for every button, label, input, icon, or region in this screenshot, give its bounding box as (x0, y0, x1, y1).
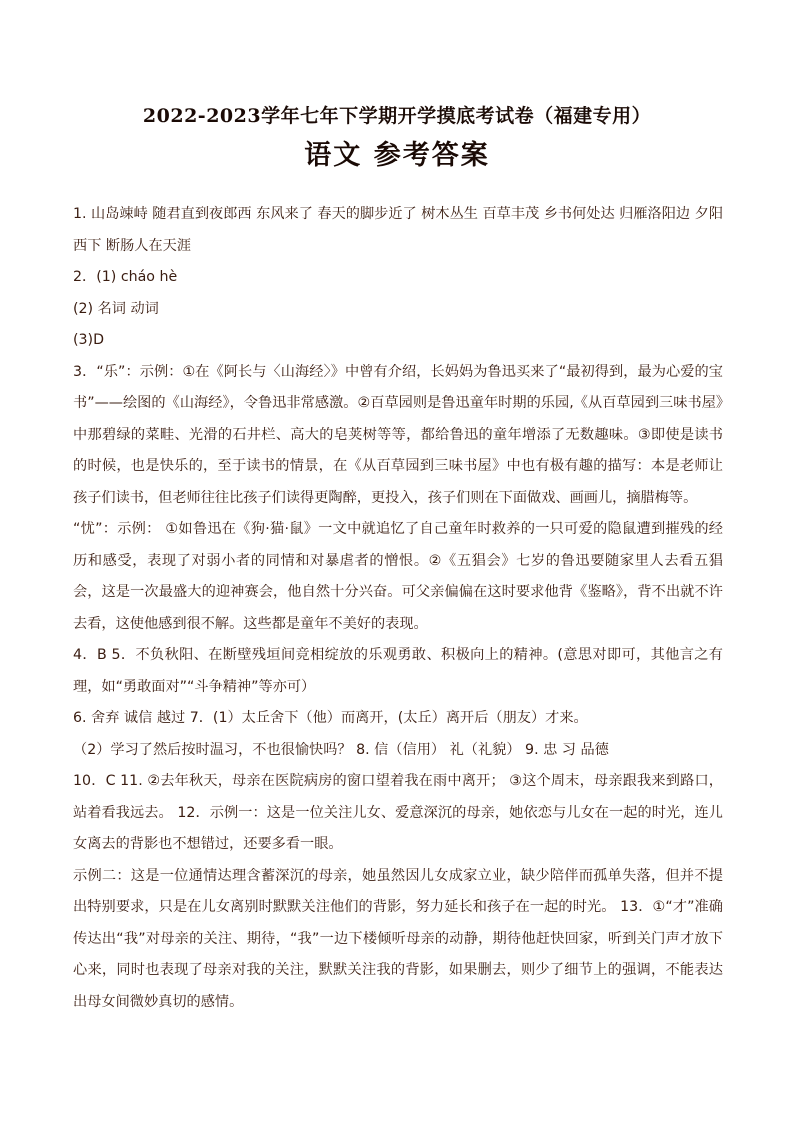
answer-key-heading: 语文 参考答案 (304, 140, 490, 171)
answer-3-sorrow: “忧”：示例： ①如鲁迅在《狗·猫·鼠》一文中就追忆了自己童年时救养的一只可爱的隐鼠遭到摧残的经历和感受，表现了对弱小者的同情和对暴虐者的憎恨。②《五猖会》七岁的鲁迅要随家里人去看五猖会，这是一次最盛大的迎神赛会，他自然十分兴奋。可父亲偏偏在这时要求他背《鉴略》，背不出就不许去看，这使他感到很不解。这些都是童年不美好的表现。 (73, 521, 723, 632)
answer-1: 1. 山岛竦峙 随君直到夜郎西 东风来了 春天的脚步近了 树木丛生 百草丰茂 乡书何处达 归雁洛阳边 夕阳西下 断肠人在天涯 (73, 206, 724, 254)
answer-10-11-12: 10．C 11. ②去年秋天，母亲在医院病房的窗口望着我在雨中离开； ③这个周末，母亲跟我来到路口，站着看我远去。 12．示例一：这是一位关注儿女、爱意深沉的母亲，她依恋与儿女在一起的时光，连儿女离去的背影也不想错过，还要多看一眼。 (73, 773, 723, 852)
exam-title: 2022-2023学年七年下学期开学摸底考试卷（福建专用） (142, 105, 652, 127)
document-header (0, 103, 794, 173)
answer-7-8-9: （2）学习了然后按时温习，不也很愉快吗？ 8. 信（信用） 礼（礼貌） 9. 忠 习 品德 (73, 741, 609, 758)
answer-4-5: 4．B 5．不负秋阳、在断壁残垣间竞相绽放的乐观勇敢、积极向上的精神。(意思对即可，其他言之有理，如“勇敢面对”“斗争精神”等亦可） (73, 647, 723, 695)
answers-body (73, 199, 723, 1018)
answer-3-joy: 3．“乐”：示例：①在《阿长与〈山海经〉》中曾有介绍，长妈妈为鲁迅买来了“最初得到，最为心爱的宝书”——绘图的《山海经》，令鲁迅非常感激。②百草园则是鲁迅童年时期的乐园,《从百草园到三味书屋》中那碧绿的菜畦、光滑的石井栏、高大的皂荚树等等，都给鲁迅的童年增添了无数趣味。③即使是读书的时候，也是快乐的，至于读书的情景，在《从百草园到三味书屋》中也有极有趣的描写：本是老师让孩子们读书，但老师往往比孩子们读得更陶醉，更投入，孩子们则在下面做戏、画画儿，摘腊梅等。 (73, 363, 723, 506)
answer-2-3: (3)D (73, 332, 105, 348)
answer-2-2: (2) 名词 动词 (73, 300, 159, 317)
answer-6-7: 6. 舍弃 诚信 越过 7．(1）太丘舍下（他）而离开，(太丘）离开后（朋友）才来。 (73, 710, 588, 726)
answer-12-13: 示例二：这是一位通情达理含蓄深沉的母亲，她虽然因儿女成家立业，缺少陪伴而孤单失落，但并不提出特别要求，只是在儿女离别时默默关注他们的背影，努力延长和孩子在一起的时光。 13．①“才”准确传达出“我”对母亲的关注、期待，“我”一边下楼倾听母亲的动静，期待他赶快回家，听到关门声才放下心来，同时也表现了母亲对我的关注，默默关注我的背影，如果删去，则少了细节上的强调，不能表达出母女间微妙真切的感情。 (73, 867, 723, 1010)
answer-2-1: 2．(1) cháo hè (73, 269, 178, 285)
